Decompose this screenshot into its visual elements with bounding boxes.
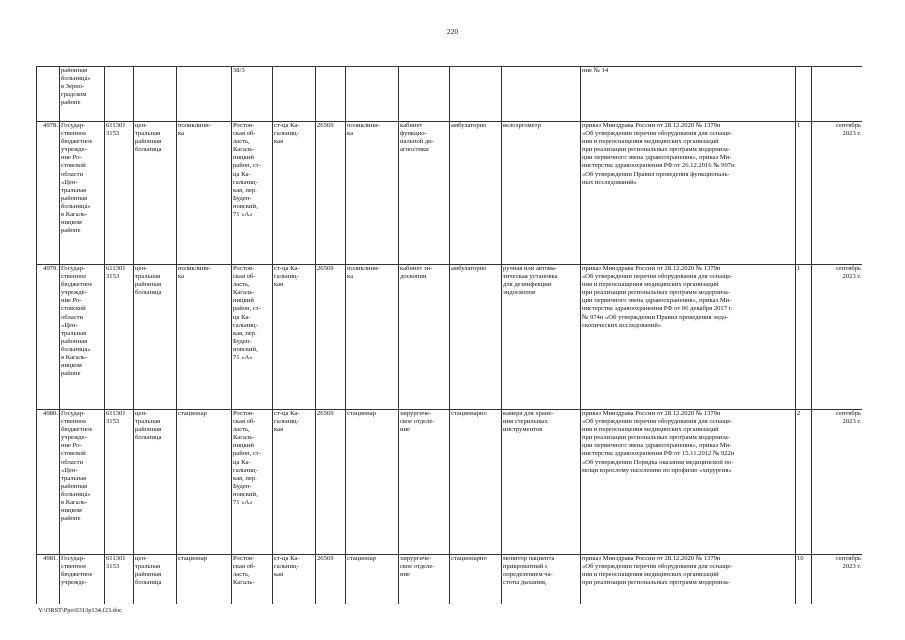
row-number <box>37 67 60 122</box>
equipment-name: камера для хране- ния стерильных инструментов <box>502 410 581 555</box>
document-table-container <box>36 66 862 604</box>
delivery-date: сентябрь 2023 г. <box>812 410 863 555</box>
delivery-date: сентябрь 2023 г. <box>812 555 863 605</box>
organization-name: Государ- ственное бюджетное учрежде- ние Ро- стовской области «Цен- тральная районная больница» в Кагаль- ницком районе <box>60 410 105 555</box>
row-number: 4979. <box>37 265 60 410</box>
inn-cell: 611301 3153 <box>105 122 134 265</box>
address-cell: Ростов- ская об- ласть, Кагаль- <box>232 555 273 605</box>
inn-cell: 611301 3153 <box>105 410 134 555</box>
facility-type: поликлини- ка <box>177 122 232 265</box>
quantity-cell: 1 <box>796 265 812 410</box>
locality-cell: ст-ца Ка- гальниц- кая <box>273 555 316 605</box>
care-form: амбулаторно <box>450 265 502 410</box>
table-row <box>37 265 863 410</box>
department-cell: кабинет эн- доскопии <box>399 265 450 410</box>
locality-cell: ст-ца Ка- гальниц- кая <box>273 122 316 265</box>
inn-cell <box>105 67 134 122</box>
address-cell: Ростов- ская об- ласть, Кагаль- ницкий район, ст- ца Ка- гальниц- кая, пер. Буден- новский, 71 «А» <box>232 122 273 265</box>
care-form: стационарно <box>450 410 502 555</box>
oktmo-code: 26569 <box>316 410 346 555</box>
department-cell: кабинет функцио- нальной ди- агностики <box>399 122 450 265</box>
care-form: стационарно <box>450 555 502 605</box>
equipment-name: монитор пациента прикроватный с определением ча- стоты дыхания, <box>502 555 581 605</box>
legal-basis: приказ Минздрава России от 28.12.2020 № 1379н «Об утверждении перечня оборудования для оснаще- ния и переоснащения медицинских организаций при реализации региональных программ модерниза- ции первичного звена здравоохранения», приказ Ми- нистерства здравоохранения РФ от 06 декабря 2017 г. № 974н «Об утверждении Правил проведения эндо- скопических исследований» <box>581 265 796 410</box>
legal-basis: ние № 14 <box>581 67 796 122</box>
locality-cell: ст-ца Ка- гальниц- кая <box>273 410 316 555</box>
quantity-cell <box>796 67 812 122</box>
row-number: 4980. <box>37 410 60 555</box>
inn-cell: 611301 3153 <box>105 265 134 410</box>
facility-type: стационар <box>177 410 232 555</box>
locality-cell: ст-ца Ка- гальниц- кая <box>273 265 316 410</box>
unit-type: поликлини- ка <box>346 265 399 410</box>
equipment-name: ручная или автома- тическая установка для дезинфекции эндоскопов <box>502 265 581 410</box>
unit-type <box>346 67 399 122</box>
department-cell <box>399 67 450 122</box>
organization-name: Государ- ственное бюджетное учрежде- ние Ро- стовской области «Цен- тральная районная больница» в Кагаль- ницком районе <box>60 122 105 265</box>
legal-basis: приказ Минздрава России от 28.12.2020 № 1379н «Об утверждении перечня оборудования для оснаще- ния и переоснащения медицинских организаций при реализации региональных программ модерниза- ции первичного звена здравоохранения», приказ Ми- нистерства здравоохранения РФ от 26.12.2016 № 997н «Об утверждении Правил проведения функциональ- ных исследований» <box>581 122 796 265</box>
address-cell: 38/3 <box>232 67 273 122</box>
quantity-cell: 1 <box>796 122 812 265</box>
table-row <box>37 67 863 122</box>
organization-name: Государ- ственное бюджетное учрежде- <box>60 555 105 605</box>
oktmo-code: 26569 <box>316 555 346 605</box>
facility-type: стационар <box>177 555 232 605</box>
equipment-table <box>36 66 862 604</box>
organization-short-name: цен- тральная районная больница <box>134 122 177 265</box>
organization-name: районная больница» в Зерно- градском районе <box>60 67 105 122</box>
legal-basis: приказ Минздрава России от 28.12.2020 № 1379н «Об утверждении перечня оборудования для оснаще- ния и переоснащения медицинских организаций при реализации региональных программ модерниза- <box>581 555 796 605</box>
row-number: 4981. <box>37 555 60 605</box>
quantity-cell: 2 <box>796 410 812 555</box>
table-body <box>37 67 863 605</box>
table-row <box>37 555 863 605</box>
table-row <box>37 410 863 555</box>
page-number: 220 <box>446 27 459 36</box>
organization-short-name: цен- тральная районная больница <box>134 265 177 410</box>
department-cell: хирургиче- ское отделе- ние <box>399 555 450 605</box>
address-cell: Ростов- ская об- ласть, Кагаль- ницкий район, ст- ца Ка- гальниц- кая, пер. Буден- новский, 71 «А» <box>232 265 273 410</box>
oktmo-code: 26569 <box>316 122 346 265</box>
care-form <box>450 67 502 122</box>
department-cell: хирургиче- ское отделе- ние <box>399 410 450 555</box>
table-row <box>37 122 863 265</box>
unit-type: стационар <box>346 555 399 605</box>
oktmo-code: 26569 <box>316 265 346 410</box>
facility-type: поликлини- ка <box>177 265 232 410</box>
inn-cell: 611301 3153 <box>105 555 134 605</box>
care-form: амбулаторно <box>450 122 502 265</box>
organization-short-name: цен- тральная районная больница <box>134 410 177 555</box>
legal-basis: приказ Минздрава России от 28.12.2020 № 1379н «Об утверждении перечня оборудования для оснаще- ния и переоснащения медицинских организаций при реализации региональных программ модерниза- ции первичного звена здравоохранения», приказ Ми- нистерства здравоохранения РФ от 15.11.2012 № 922н «Об утверждении Порядка оказания медицинской по- мощи взрослому населению по профилю «хирургия» <box>581 410 796 555</box>
equipment-name: велоэргометр <box>502 122 581 265</box>
delivery-date <box>812 67 863 122</box>
unit-type: стационар <box>346 410 399 555</box>
row-number: 4978. <box>37 122 60 265</box>
oktmo-code <box>316 67 346 122</box>
equipment-name <box>502 67 581 122</box>
organization-short-name: цен- тральная районная больница <box>134 555 177 605</box>
delivery-date: сентябрь 2023 г. <box>812 265 863 410</box>
facility-type <box>177 67 232 122</box>
locality-cell <box>273 67 316 122</box>
address-cell: Ростов- ская об- ласть, Кагаль- ницкий район, ст- ца Ка- гальниц- кая, пер. Буден- новский, 71 «А» <box>232 410 273 555</box>
footer-file-path: Y:\ORST\Ppo\0313p134.f23.doc <box>38 607 122 614</box>
delivery-date: сентябрь 2023 г. <box>812 122 863 265</box>
organization-short-name <box>134 67 177 122</box>
organization-name: Государ- ственное бюджетное учрежде- ние Ро- стовской области «Цен- тральная районная больница» в Кагаль- ницком районе <box>60 265 105 410</box>
unit-type: поликлини- ка <box>346 122 399 265</box>
quantity-cell: 10 <box>796 555 812 605</box>
